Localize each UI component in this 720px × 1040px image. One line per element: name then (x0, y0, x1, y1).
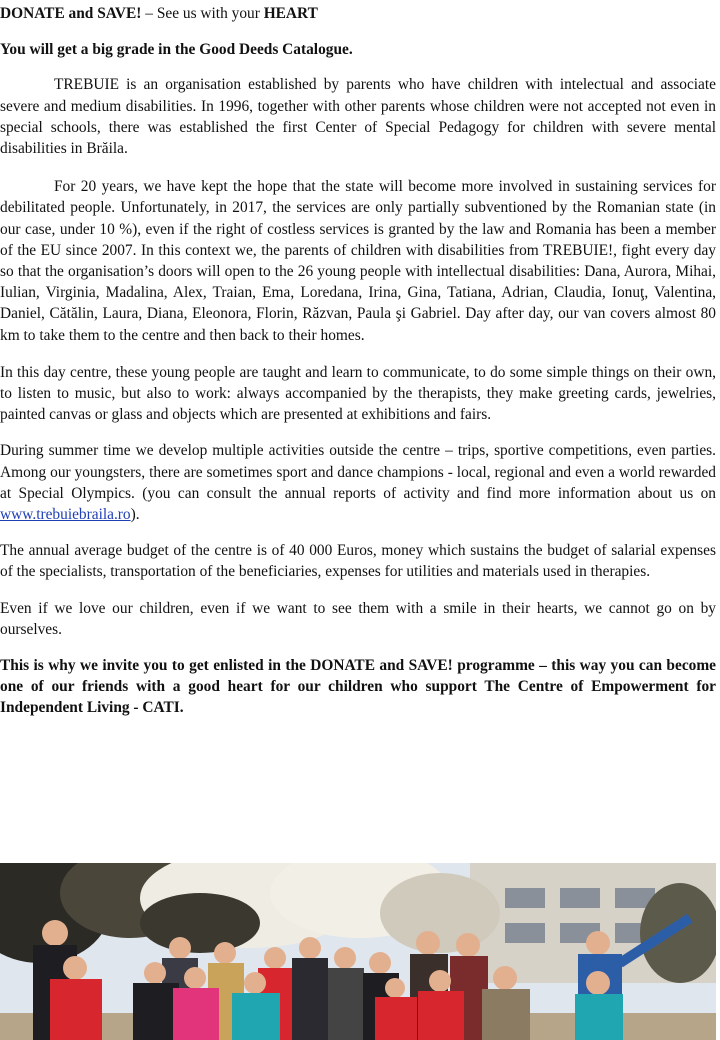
group-photo (0, 863, 716, 1040)
paragraph-history: For 20 years, we have kept the hope that the state will become more involved in sustaining services for debilitated people. Unfortunately, in 2017, the services are only partially subventioned by the Romanian state (in our case, under 10 %), even if the right of costless services is granted by the law and Romania has been a member of the EU since 2007. In this context we, the parents of children with disabilities from TREBUIE!, fight every day so that the organisation’s doors will open to the 26 young people with intellectual disabilities: Dana, Aurora, Mihai, Iulian, Virginia, Madalina, Alex, Traian, Ema, Loredana, Irina, Gina, Tatiana, Adrian, Claudia, Ionuţ, Valentina, Daniel, Cătălin, Laura, Diana, Eleonora, Florin, Răzvan, Paula şi Gabriel. Day after day, our van covers almost 80 km to take them to the centre and then back to their homes. (0, 178, 716, 344)
paragraph-budget: The annual average budget of the centre is of 40 000 Euros, money which sustains the budget of salarial expenses of the specialists, transportation of the beneficiaries, expenses for utilities and materials used in therapies. (0, 542, 716, 581)
group-photo-illustration (0, 863, 716, 1040)
paragraph-summer-text: During summer time we develop multiple activities outside the centre – trips, sportive competitions, even parties. Among our youngsters, there are sometimes sport and dance champions - local, regional and even a world rewarded at Special Olympics. (you can consult the annual reports of activity and find more information about us on (0, 442, 716, 502)
document-text (0, 3, 716, 718)
paragraph-summer (0, 440, 716, 525)
paragraph-summer-end: ). (130, 506, 140, 524)
document-title (0, 3, 716, 24)
paragraph-intro: TREBUIE is an organisation established by parents who have children with intelectual and associate severe and medium disabilities. In 1996, together with other parents whose children were not accepted not even in special schools, there was established the first Center of Special Pedagogy for children with severe mental disabilities in Brăila. (0, 76, 716, 158)
title-end: HEART (263, 5, 318, 22)
document-subtitle: You will get a big grade in the Good Deeds Catalogue. (0, 41, 353, 59)
paragraph-day-centre: In this day centre, these young people are taught and learn to communicate, to do some simple things on their own, to listen to music, but also to work: always accompanied by the therapists, they make greeting cards, jewelries, painted canvas or glass and objects which are presented at exhibitions and fairs. (0, 363, 716, 424)
title-normal: – See us with your (141, 5, 264, 22)
paragraph-invitation: This is why we invite you to get enlisted in the DONATE and SAVE! programme – this way you can become one of our friends with a good heart for our children who support The Centre of Empowerment for Independent Living - CATI. (0, 657, 716, 717)
website-link[interactable]: www.trebuiebraila.ro (0, 506, 131, 524)
paragraph-love: Even if we love our children, even if we want to see them with a smile in their hearts, we cannot go on by ourselves. (0, 599, 716, 638)
title-bold: DONATE and SAVE! (0, 5, 142, 22)
